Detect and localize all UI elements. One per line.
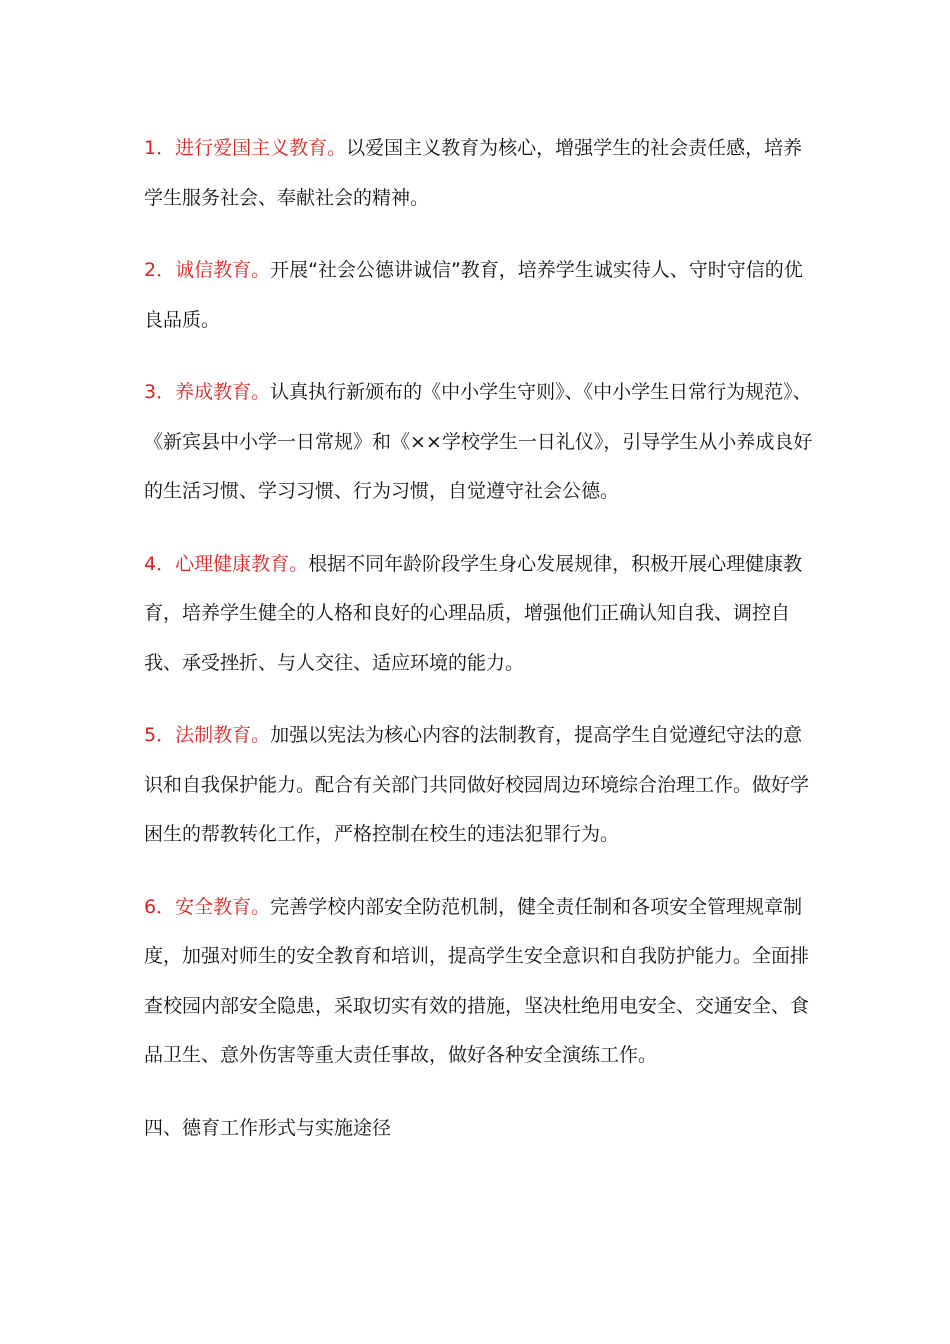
item-3-paragraph — [144, 368, 820, 517]
item-5-heading: 5．法制教育。 — [144, 724, 271, 746]
item-4-paragraph — [144, 540, 820, 689]
item-6-heading: 6．安全教育。 — [144, 895, 271, 918]
item-5-body: 加强以宪法为核心内容的法制教育，提高学生自觉遵纪守法的意识和自我保护能力。配合有关部门共同做好校园周边环境综合治理工作。做好学困生的帮教转化工作，严格控制在校生的违法犯罪行为。 — [144, 724, 810, 845]
item-1-paragraph — [144, 124, 820, 223]
document-page — [144, 124, 820, 1153]
item-2-body: 开展“社会公德讲诚信”教育，培养学生诚实待人、守时守信的优良品质。 — [144, 259, 803, 331]
item-6-paragraph — [144, 883, 820, 1081]
item-4-body: 根据不同年龄阶段学生身心发展规律，积极开展心理健康教育，培养学生健全的人格和良好的心理品质，增强他们正确认知自我、调控自我、承受挫折、与人交往、适应环境的能力。 — [144, 552, 803, 674]
item-5-paragraph — [144, 711, 820, 860]
item-3-heading: 3．养成教育。 — [144, 381, 271, 403]
item-1-heading: 1．进行爱国主义教育。 — [144, 137, 347, 159]
item-1-body: 以爱国主义教育为核心，增强学生的社会责任感，培养学生服务社会、奉献社会的精神。 — [144, 137, 803, 209]
item-3-body: 认真执行新颁布的《中小学生守则》、《中小学生日常行为规范》、《新宾县中小学一日常规》和《××学校学生一日礼仪》，引导学生从小养成良好的生活习惯、学习习惯、行为习惯，自觉遵守社会公德。 — [144, 381, 813, 502]
item-2-heading: 2．诚信教育。 — [144, 259, 271, 281]
section-title: 四、德育工作形式与实施途径 — [144, 1116, 392, 1139]
item-4-heading: 4．心理健康教育。 — [144, 552, 309, 575]
item-6-body: 完善学校内部安全防范机制，健全责任制和各项安全管理规章制度，加强对师生的安全教育和培训，提高学生安全意识和自我防护能力。全面排查校园内部安全隐患，采取切实有效的措施，坚决杜绝用电安全、交通安全、食品卫生、意外伤害等重大责任事故，做好各种安全演练工作。 — [144, 895, 810, 1066]
item-2-paragraph — [144, 246, 820, 345]
